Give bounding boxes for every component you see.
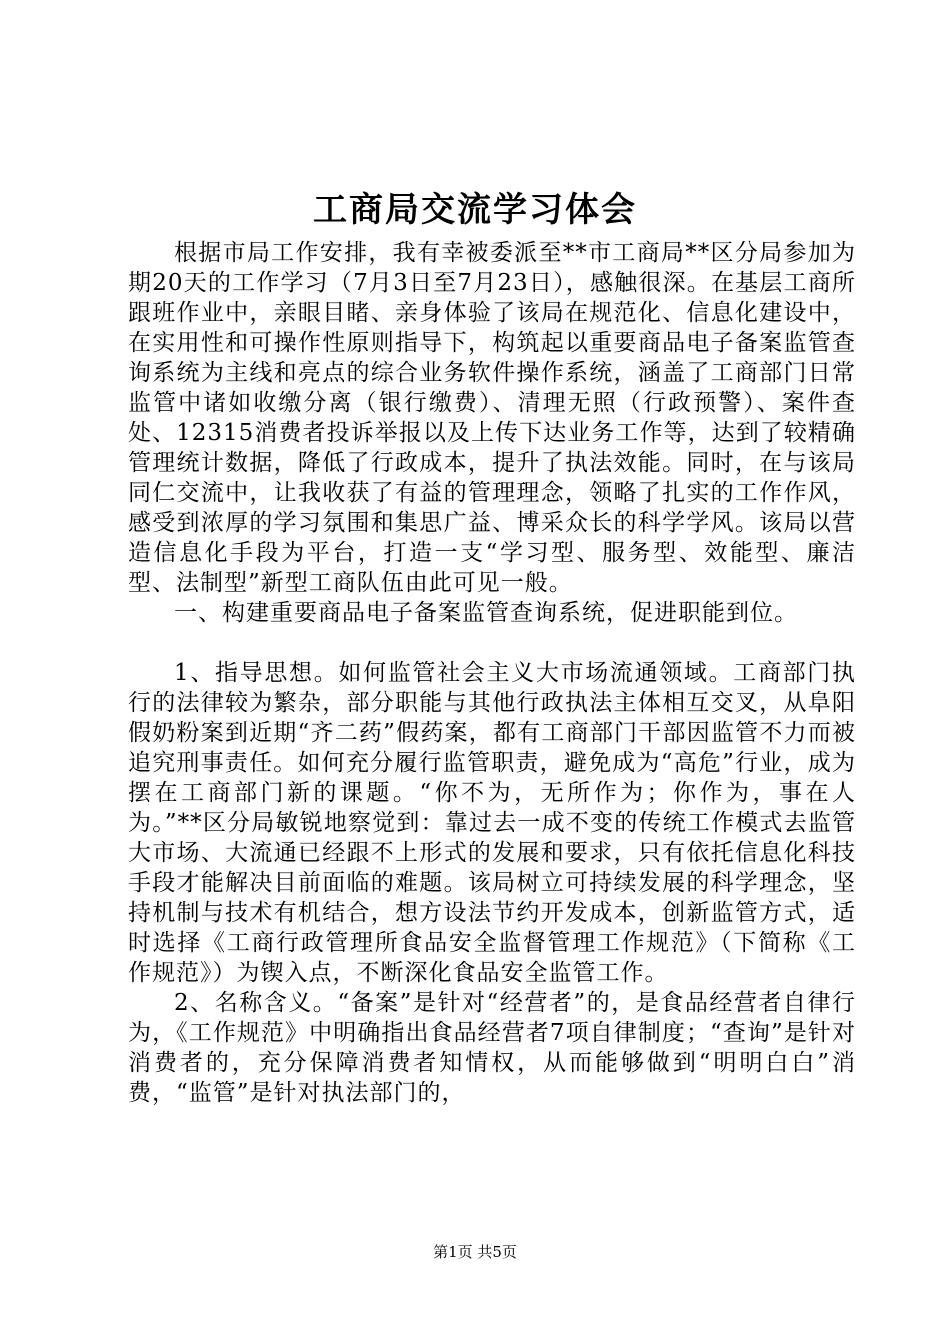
document-body [128, 238, 856, 1108]
paragraph-intro: 根据市局工作安排，我有幸被委派至**市工商局**区分局参加为期20天的工作学习（7月3日至7月23日），感触很深。在基层工商所跟班作业中，亲眼目睹、亲身体验了该局在规范化、信息化建设中，在实用性和可操作性原则指导下，构筑起以重要商品电子备案监管查询系统为主线和亮点的综合业务软件操作系统，涵盖了工商部门日常监管中诸如收缴分离（银行缴费）、清理无照（行政预警）、案件查处、12315消费者投诉举报以及上传下达业务工作等，达到了较精确管理统计数据，降低了行政成本，提升了执法效能。同时，在与该局同仁交流中，让我收获了有益的管理理念，领略了扎实的工作作风，感受到浓厚的学习氛围和集思广益、博采众长的科学学风。该局以营造信息化手段为平台，打造一支“学习型、服务型、效能型、廉洁型、法制型”新型工商队伍由此可见一般。 [128, 240, 856, 596]
page-number: 第1页 共5页 [433, 1243, 517, 1261]
paragraph-name-meaning: 2、名称含义。“备案”是针对“经营者”的，是食品经营者自律行为，《工作规范》中明确指出食品经营者7项自律制度；“查询”是针对消费者的，充分保障消费者知情权，从而能够做到“明明白白”消费，“监管”是针对执法部门的， [128, 990, 856, 1106]
paragraph-guiding-idea: 1、指导思想。如何监管社会主义大市场流通领域。工商部门执行的法律较为繁杂，部分职能与其他行政执法主体相互交叉，从阜阳假奶粉案到近期“齐二药”假药案，都有工商部门干部因监管不力而被追究刑事责任。如何充分履行监管职责，避免成为“高危”行业，成为摆在工商部门新的课题。“你不为，无所作为；你作为，事在人为。”**区分局敏锐地察觉到：靠过去一成不变的传统工作模式去监管大市场、大流通已经跟不上形式的发展和要求，只有依托信息化科技手段才能解决目前面临的难题。该局树立可持续发展的科学理念，坚持机制与技术有机结合，想方设法节约开发成本，创新监管方式，适时选择《工商行政管理所食品安全监督管理工作规范》（下简称《工作规范》）为锲入点，不断深化食品安全监管工作。 [128, 660, 856, 986]
document-title: 工商局交流学习体会 [313, 190, 637, 230]
section-heading-1: 一、构建重要商品电子备案监管查询系统，促进职能到位。 [174, 600, 798, 626]
